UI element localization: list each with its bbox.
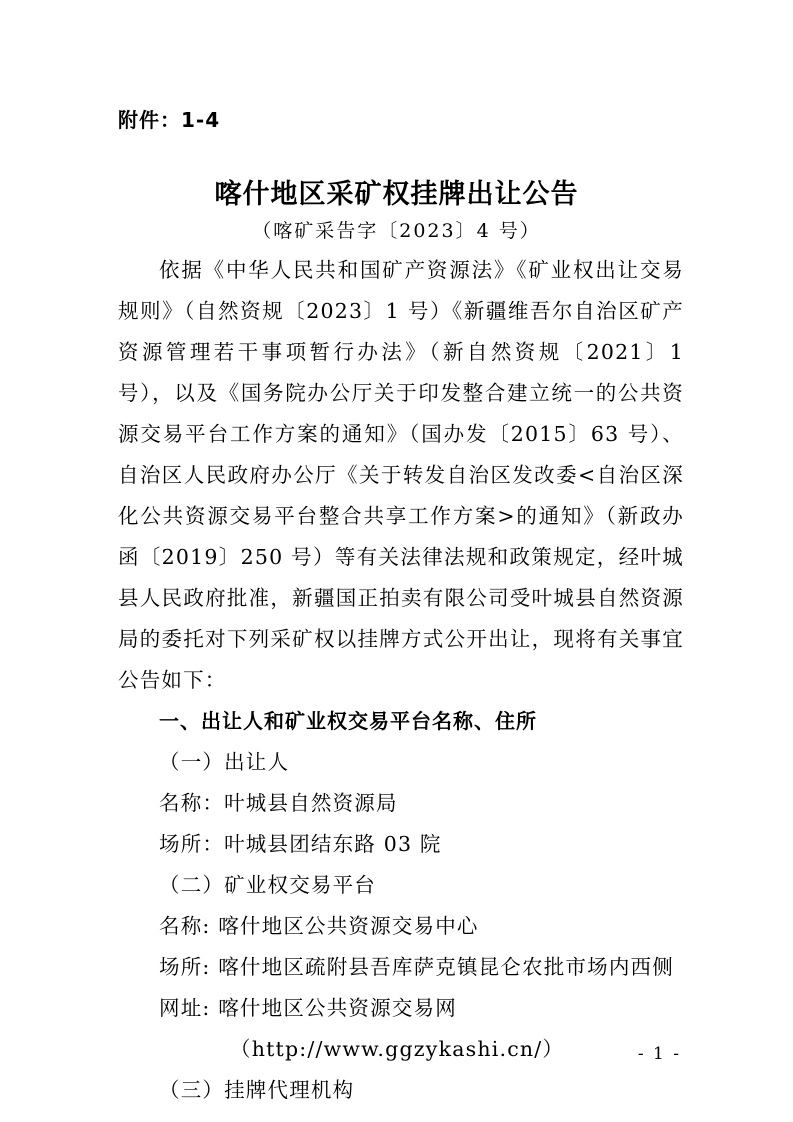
document-number: （喀矿采告字〔2023〕4 号） <box>252 220 541 242</box>
subsection-1-heading: （一）出让人 <box>159 750 290 774</box>
attachment-label: 附件：1-4 <box>118 108 221 132</box>
platform-name: 名称: 喀什地区公共资源交易中心 <box>159 914 479 938</box>
intro-paragraph: 依据《中华人民共和国矿产资源法》《矿业权出让交易规则》（自然资规〔2023〕1 号）《新疆维吾尔自治区矿产资源管理若干事项暂行办法》（新自然资规〔2021〕1 号），以及《国务院办公厅关于印发整合建立统一的公共资源交易平台工作方案的通知》（国办发〔2015〕63 号）、自治区人民政府办公厅《关于转发自治区发改委<自治区深化公共资源交易平台整合共享工作方案>的通知》（新政办函〔2019〕250 号）等有关法律法规和政策规定，经叶城县人民政府批准，新疆国正拍卖有限公司受叶城县自然资源局的委托对下列采矿权以挂牌方式公开出让，现将有关事宜公告如下： <box>118 258 684 692</box>
document-body <box>118 250 684 1111</box>
subsection-2-heading: （二）矿业权交易平台 <box>159 873 376 897</box>
section-1-heading: 一、出让人和矿业权交易平台名称、住所 <box>159 709 537 733</box>
page-number: - 1 - <box>637 1044 681 1064</box>
platform-url: （http://www.ggzykashi.cn/） <box>230 1037 565 1061</box>
document-title: 喀什地区采矿权挂牌出让公告 <box>214 179 579 210</box>
subsection-3-heading: （三）挂牌代理机构 <box>159 1078 355 1102</box>
platform-address: 场所: 喀什地区疏附县吾库萨克镇昆仑农批市场内西侧 <box>159 955 674 979</box>
platform-website: 网址: 喀什地区公共资源交易网 <box>159 996 457 1020</box>
grantor-name: 名称：叶城县自然资源局 <box>159 791 398 815</box>
grantor-address: 场所：叶城县团结东路 03 院 <box>159 832 442 856</box>
